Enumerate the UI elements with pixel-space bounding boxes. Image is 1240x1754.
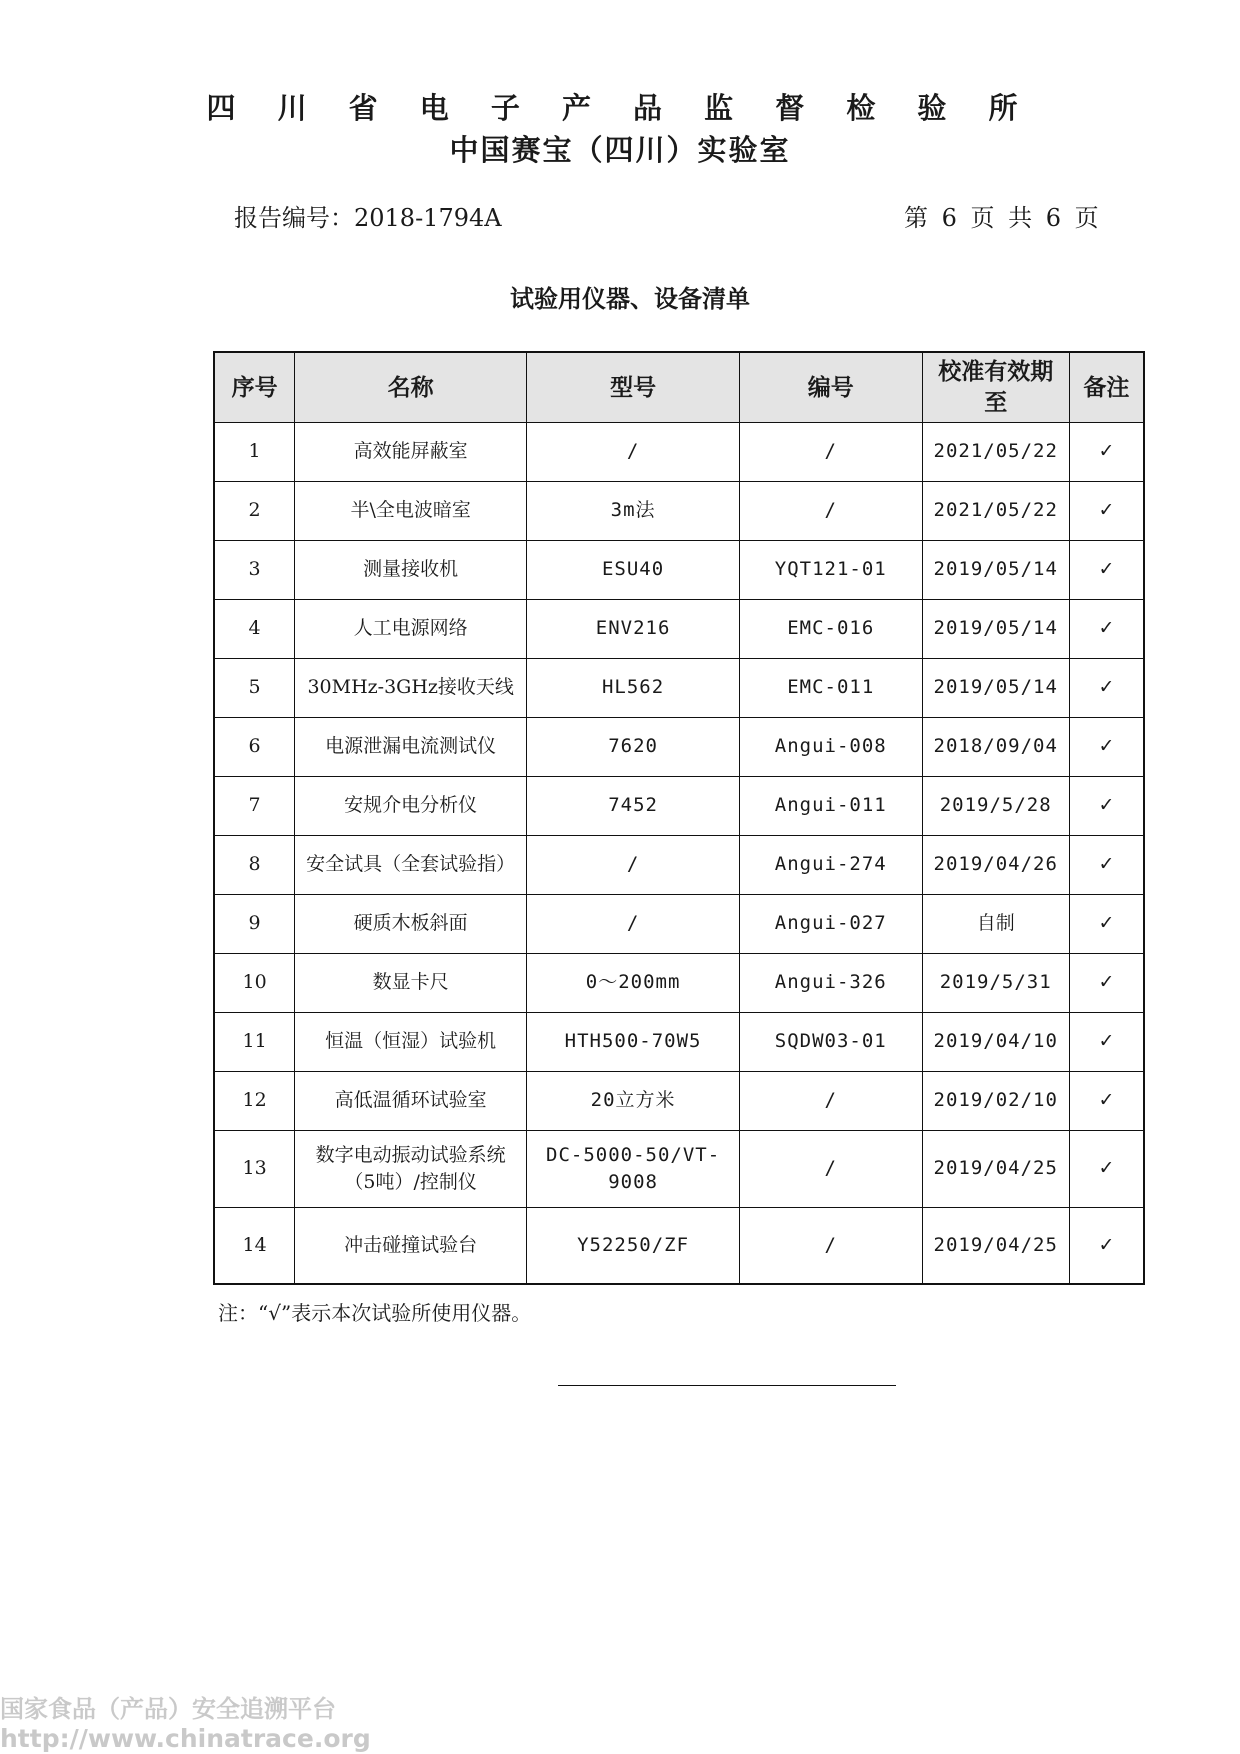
equipment-table xyxy=(213,351,1145,1285)
cell-remark-check: ✓ xyxy=(1069,776,1144,835)
cell-no: 8 xyxy=(214,835,295,894)
cell-no: 2 xyxy=(214,481,295,540)
table-row xyxy=(214,1012,1144,1071)
cell-valid-until: 2018/09/04 xyxy=(922,717,1069,776)
cell-remark-check: ✓ xyxy=(1069,422,1144,481)
cell-remark-check: ✓ xyxy=(1069,953,1144,1012)
cell-name: 安全试具（全套试验指） xyxy=(295,835,527,894)
cell-valid-until: 2019/5/28 xyxy=(922,776,1069,835)
report-number: 报告编号：2018-1794A xyxy=(234,204,502,232)
cell-name: 测量接收机 xyxy=(295,540,527,599)
cell-model: DC-5000-50/VT-9008 xyxy=(527,1130,740,1207)
cell-serial: Angui-027 xyxy=(740,894,923,953)
watermark-platform-name: 国家食品（产品）安全追溯平台 xyxy=(0,1695,336,1723)
cell-model: ESU40 xyxy=(527,540,740,599)
table-row xyxy=(214,717,1144,776)
cell-name: 硬质木板斜面 xyxy=(295,894,527,953)
cell-name: 电源泄漏电流测试仪 xyxy=(295,717,527,776)
table-body xyxy=(214,422,1144,1284)
cell-serial: Angui-274 xyxy=(740,835,923,894)
cell-serial: / xyxy=(740,1207,923,1284)
watermark xyxy=(0,1694,371,1754)
cell-no: 5 xyxy=(214,658,295,717)
cell-name: 数字电动振动试验系统（5吨）/控制仪 xyxy=(295,1130,527,1207)
table-header-row xyxy=(214,352,1144,422)
cell-name: 恒温（恒湿）试验机 xyxy=(295,1012,527,1071)
cell-remark-check: ✓ xyxy=(1069,658,1144,717)
table-row xyxy=(214,422,1144,481)
table-row xyxy=(214,1207,1144,1284)
cell-serial: Angui-326 xyxy=(740,953,923,1012)
cell-remark-check: ✓ xyxy=(1069,894,1144,953)
lab-title: 中国赛宝（四川）实验室 xyxy=(449,133,791,167)
column-header-model: 型号 xyxy=(527,352,740,422)
cell-remark-check: ✓ xyxy=(1069,540,1144,599)
cell-remark-check: ✓ xyxy=(1069,1207,1144,1284)
cell-serial: / xyxy=(740,1071,923,1130)
table-row xyxy=(214,599,1144,658)
table-row xyxy=(214,658,1144,717)
cell-no: 3 xyxy=(214,540,295,599)
cell-no: 7 xyxy=(214,776,295,835)
cell-remark-check: ✓ xyxy=(1069,599,1144,658)
table-row xyxy=(214,953,1144,1012)
cell-no: 14 xyxy=(214,1207,295,1284)
signature-line xyxy=(558,1385,896,1386)
table-row xyxy=(214,481,1144,540)
table-row xyxy=(214,894,1144,953)
cell-name: 高效能屏蔽室 xyxy=(295,422,527,481)
cell-model: ENV216 xyxy=(527,599,740,658)
table-row xyxy=(214,835,1144,894)
cell-no: 13 xyxy=(214,1130,295,1207)
cell-valid-until: 2019/04/26 xyxy=(922,835,1069,894)
cell-model: 7452 xyxy=(527,776,740,835)
watermark-url: http://www.chinatrace.org xyxy=(0,1724,371,1753)
cell-remark-check: ✓ xyxy=(1069,1130,1144,1207)
cell-name: 30MHz-3GHz接收天线 xyxy=(295,658,527,717)
cell-model: / xyxy=(527,835,740,894)
cell-valid-until: 2019/04/25 xyxy=(922,1207,1069,1284)
cell-no: 10 xyxy=(214,953,295,1012)
table-row xyxy=(214,1071,1144,1130)
cell-name: 安规介电分析仪 xyxy=(295,776,527,835)
cell-serial: Angui-011 xyxy=(740,776,923,835)
cell-valid-until: 2019/05/14 xyxy=(922,540,1069,599)
cell-valid-until: 2021/05/22 xyxy=(922,422,1069,481)
cell-serial: / xyxy=(740,422,923,481)
cell-valid-until: 2019/05/14 xyxy=(922,658,1069,717)
column-header-serial: 编号 xyxy=(740,352,923,422)
cell-name: 高低温循环试验室 xyxy=(295,1071,527,1130)
cell-model: 3m法 xyxy=(527,481,740,540)
cell-name: 数显卡尺 xyxy=(295,953,527,1012)
cell-model: 20立方米 xyxy=(527,1071,740,1130)
cell-model: HTH500-70W5 xyxy=(527,1012,740,1071)
column-header-valid-until: 校准有效期至 xyxy=(922,352,1069,422)
cell-serial: SQDW03-01 xyxy=(740,1012,923,1071)
cell-valid-until: 2019/04/10 xyxy=(922,1012,1069,1071)
cell-name: 人工电源网络 xyxy=(295,599,527,658)
cell-no: 1 xyxy=(214,422,295,481)
page-number: 第 6 页 共 6 页 xyxy=(904,204,1099,232)
column-header-no: 序号 xyxy=(214,352,295,422)
cell-name: 冲击碰撞试验台 xyxy=(295,1207,527,1284)
table-footnote: 注：“√”表示本次试验所使用仪器。 xyxy=(218,1301,532,1325)
cell-model: HL562 xyxy=(527,658,740,717)
cell-serial: EMC-016 xyxy=(740,599,923,658)
cell-valid-until: 自制 xyxy=(922,894,1069,953)
cell-no: 12 xyxy=(214,1071,295,1130)
cell-serial: EMC-011 xyxy=(740,658,923,717)
cell-no: 9 xyxy=(214,894,295,953)
cell-remark-check: ✓ xyxy=(1069,1012,1144,1071)
cell-remark-check: ✓ xyxy=(1069,717,1144,776)
cell-valid-until: 2019/05/14 xyxy=(922,599,1069,658)
cell-name: 半\全电波暗室 xyxy=(295,481,527,540)
column-header-remark: 备注 xyxy=(1069,352,1144,422)
table-row xyxy=(214,1130,1144,1207)
cell-model: Y52250/ZF xyxy=(527,1207,740,1284)
cell-serial: / xyxy=(740,481,923,540)
cell-remark-check: ✓ xyxy=(1069,835,1144,894)
cell-serial: / xyxy=(740,1130,923,1207)
cell-remark-check: ✓ xyxy=(1069,1071,1144,1130)
cell-valid-until: 2019/02/10 xyxy=(922,1071,1069,1130)
table-row xyxy=(214,540,1144,599)
column-header-name: 名称 xyxy=(295,352,527,422)
cell-no: 4 xyxy=(214,599,295,658)
cell-valid-until: 2019/04/25 xyxy=(922,1130,1069,1207)
cell-no: 11 xyxy=(214,1012,295,1071)
cell-remark-check: ✓ xyxy=(1069,481,1144,540)
cell-model: 0～200mm xyxy=(527,953,740,1012)
org-title: 四 川 省 电 子 产 品 监 督 检 验 所 xyxy=(206,91,1034,125)
table-row xyxy=(214,776,1144,835)
cell-no: 6 xyxy=(214,717,295,776)
cell-model: / xyxy=(527,894,740,953)
cell-valid-until: 2019/5/31 xyxy=(922,953,1069,1012)
cell-model: 7620 xyxy=(527,717,740,776)
table-title: 试验用仪器、设备清单 xyxy=(510,284,750,313)
cell-model: / xyxy=(527,422,740,481)
cell-valid-until: 2021/05/22 xyxy=(922,481,1069,540)
cell-serial: Angui-008 xyxy=(740,717,923,776)
cell-serial: YQT121-01 xyxy=(740,540,923,599)
